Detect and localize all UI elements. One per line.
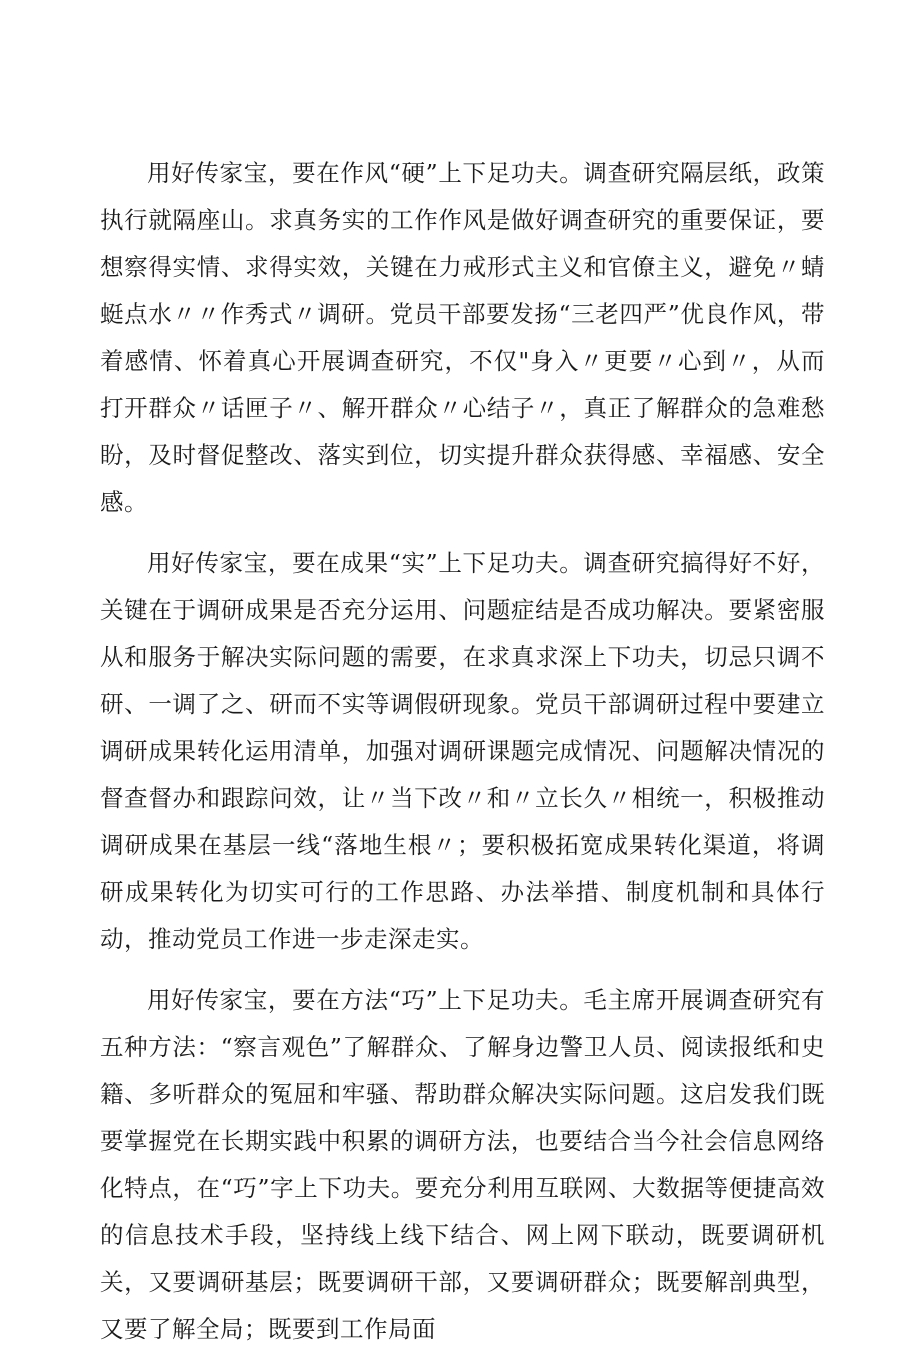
paragraph-2: 用好传家宝，要在成果“实”上下足功夫。调查研究搞得好不好，关键在于调研成果是否充分运用、问题症结是否成功解决。要紧密服从和服务于解决实际问题的需要，在求真求深上下功夫，切忌只调不研、一调了之、研而不实等调假研现象。党员干部调研过程中要建立调研成果转化运用清单，加强对调研课题完成情况、问题解决情况的督查督办和跟踪问效，让〃当下改〃和〃立长久〃相统一，积极推动调研成果在基层一线“落地生根〃；要积极拓宽成果转化渠道，将调研成果转化为切实可行的工作思路、办法举措、制度机制和具体行动，推动党员工作进一步走深走实。 — [100, 549, 825, 953]
paragraph-1: 用好传家宝，要在作风“硬”上下足功夫。调查研究隔层纸，政策执行就隔座山。求真务实的工作作风是做好调查研究的重要保证，要想察得实情、求得实效，关键在力戒形式主义和官僚主义，避免〃蜻蜓点水〃〃作秀式〃调研。党员干部要发扬“三老四严”优良作风，带着感情、怀着真心开展调查研究，不仅"身入〃更要〃心到〃，从而打开群众〃话匣子〃、解开群众〃心结子〃，真正了解群众的急难愁盼，及时督促整改、落实到位，切实提升群众获得感、幸福感、安全感。 — [100, 159, 825, 516]
document-body — [100, 150, 825, 1353]
paragraph-3: 用好传家宝，要在方法“巧”上下足功夫。毛主席开展调查研究有五种方法：“察言观色”了解群众、了解身边警卫人员、阅读报纸和史籍、多听群众的冤屈和牢骚、帮助群众解决实际问题。这启发我们既要掌握党在长期实践中积累的调研方法，也要结合当今社会信息网络化特点，在“巧”字上下功夫。要充分利用互联网、大数据等便捷高效的信息技术手段，坚持线上线下结合、网上网下联动，既要调研机关，又要调研基层；既要调研干部，又要调研群众；既要解剖典型，又要了解全局；既要到工作局面 — [100, 986, 825, 1343]
